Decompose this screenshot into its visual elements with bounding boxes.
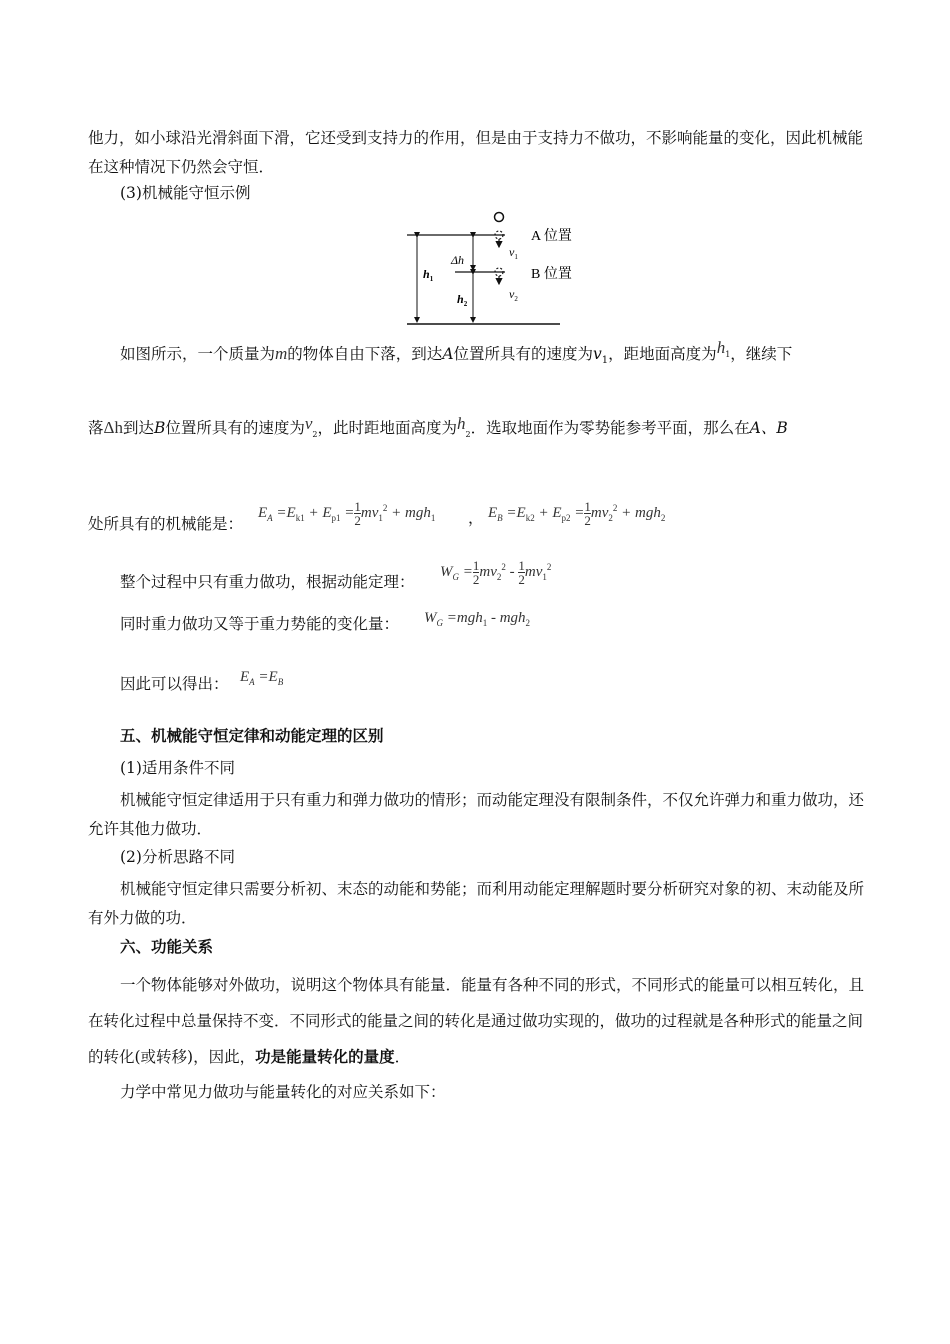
v2-label: $v_2$ (509, 287, 518, 303)
h1-label: $h_1$ (423, 267, 434, 283)
section5-text2: 机械能守恒定律只需要分析初、末态的动能和势能；而利用动能定理解题时要分析研究对象的初、末动能及所有外力做的功． (88, 880, 865, 927)
section5-text1: 机械能守恒定律适用于只有重力和弹力做功的情形；而动能定理没有限制条件，不仅允许弹力和重力做功，还允许其他力做功． (88, 791, 865, 838)
desc-line-1: 如图所示，一个质量为m的物体自由下落，到达A位置所具有的速度为$v_1$，距地面高度为$h_1$，继续下 (120, 338, 793, 367)
free-fall-figure (395, 205, 595, 330)
ball-initial (495, 213, 504, 222)
equation-eb: $E_B =E_{k2} + E_{p2}$ = $\frac{1}{2}$ $mv_2^2 + mgh_2$ (488, 499, 666, 529)
section5-title: 五、机械能守恒定律和动能定理的区别 (120, 726, 384, 745)
dh-label: Δh (451, 253, 465, 267)
h2-label: $h_2$ (457, 292, 468, 308)
v1-label: $v_1$ (509, 245, 518, 261)
equation-final: $E_A =E_B$ (240, 669, 284, 687)
conclude-text: 因此可以得出： (120, 675, 229, 693)
section5-sub2: (2)分析思路不同 (120, 848, 235, 866)
work-text: 整个过程中只有重力做功，根据动能定理： (120, 573, 415, 591)
equation-ea: $E_A =E_{k1} + E_{p1}$ = $\frac{1}{2}$ $mv_1^2 + mgh_1$ (258, 499, 436, 529)
section6-last: 力学中常见力做功与能量转化的对应关系如下： (120, 1083, 446, 1101)
desc-line-2: 落Δh到达B位置所具有的速度为$v_2$，此时距地面高度为$h_2$．选取地面作为零势能参考平面，那么在A、B (88, 414, 788, 440)
equation-comma: ， (468, 509, 484, 527)
equation-wg1: $W_G$ = $\frac{1}{2}$ $mv_2^2$ - $\frac{1}{2}$ $mv_1^2$ (440, 558, 552, 588)
intro-paragraph: 他力，如小球沿光滑斜面下滑，它还受到支持力的作用，但是由于支持力不做功，不影响能量的变化，因此机械能在这种情况下仍然会守恒． (88, 129, 864, 176)
example-heading: (3)机械能守恒示例 (120, 184, 251, 202)
equation-wg2: $W_G =mgh_1 - mgh_2$ (424, 610, 531, 628)
desc-line-3: 处所具有的机械能是： (88, 515, 244, 533)
section6-text: 一个物体能够对外做功，说明这个物体具有能量．能量有各种不同的形式，不同形式的能量可以相互转化，且在转化过程中总量保持不变．不同形式的能量之间的转化是通过做功实现的，做功的过程就是各种形式的能量之间的转化(或转移)，因此，功是能量转化的量度． (88, 976, 865, 1066)
section6-title: 六、功能关系 (120, 937, 214, 956)
gravity-text: 同时重力做功又等于重力势能的变化量： (120, 615, 400, 633)
b-position-label: B 位置 (531, 267, 572, 282)
a-position-label: A 位置 (531, 229, 572, 244)
section5-sub1: (1)适用条件不同 (120, 759, 235, 777)
